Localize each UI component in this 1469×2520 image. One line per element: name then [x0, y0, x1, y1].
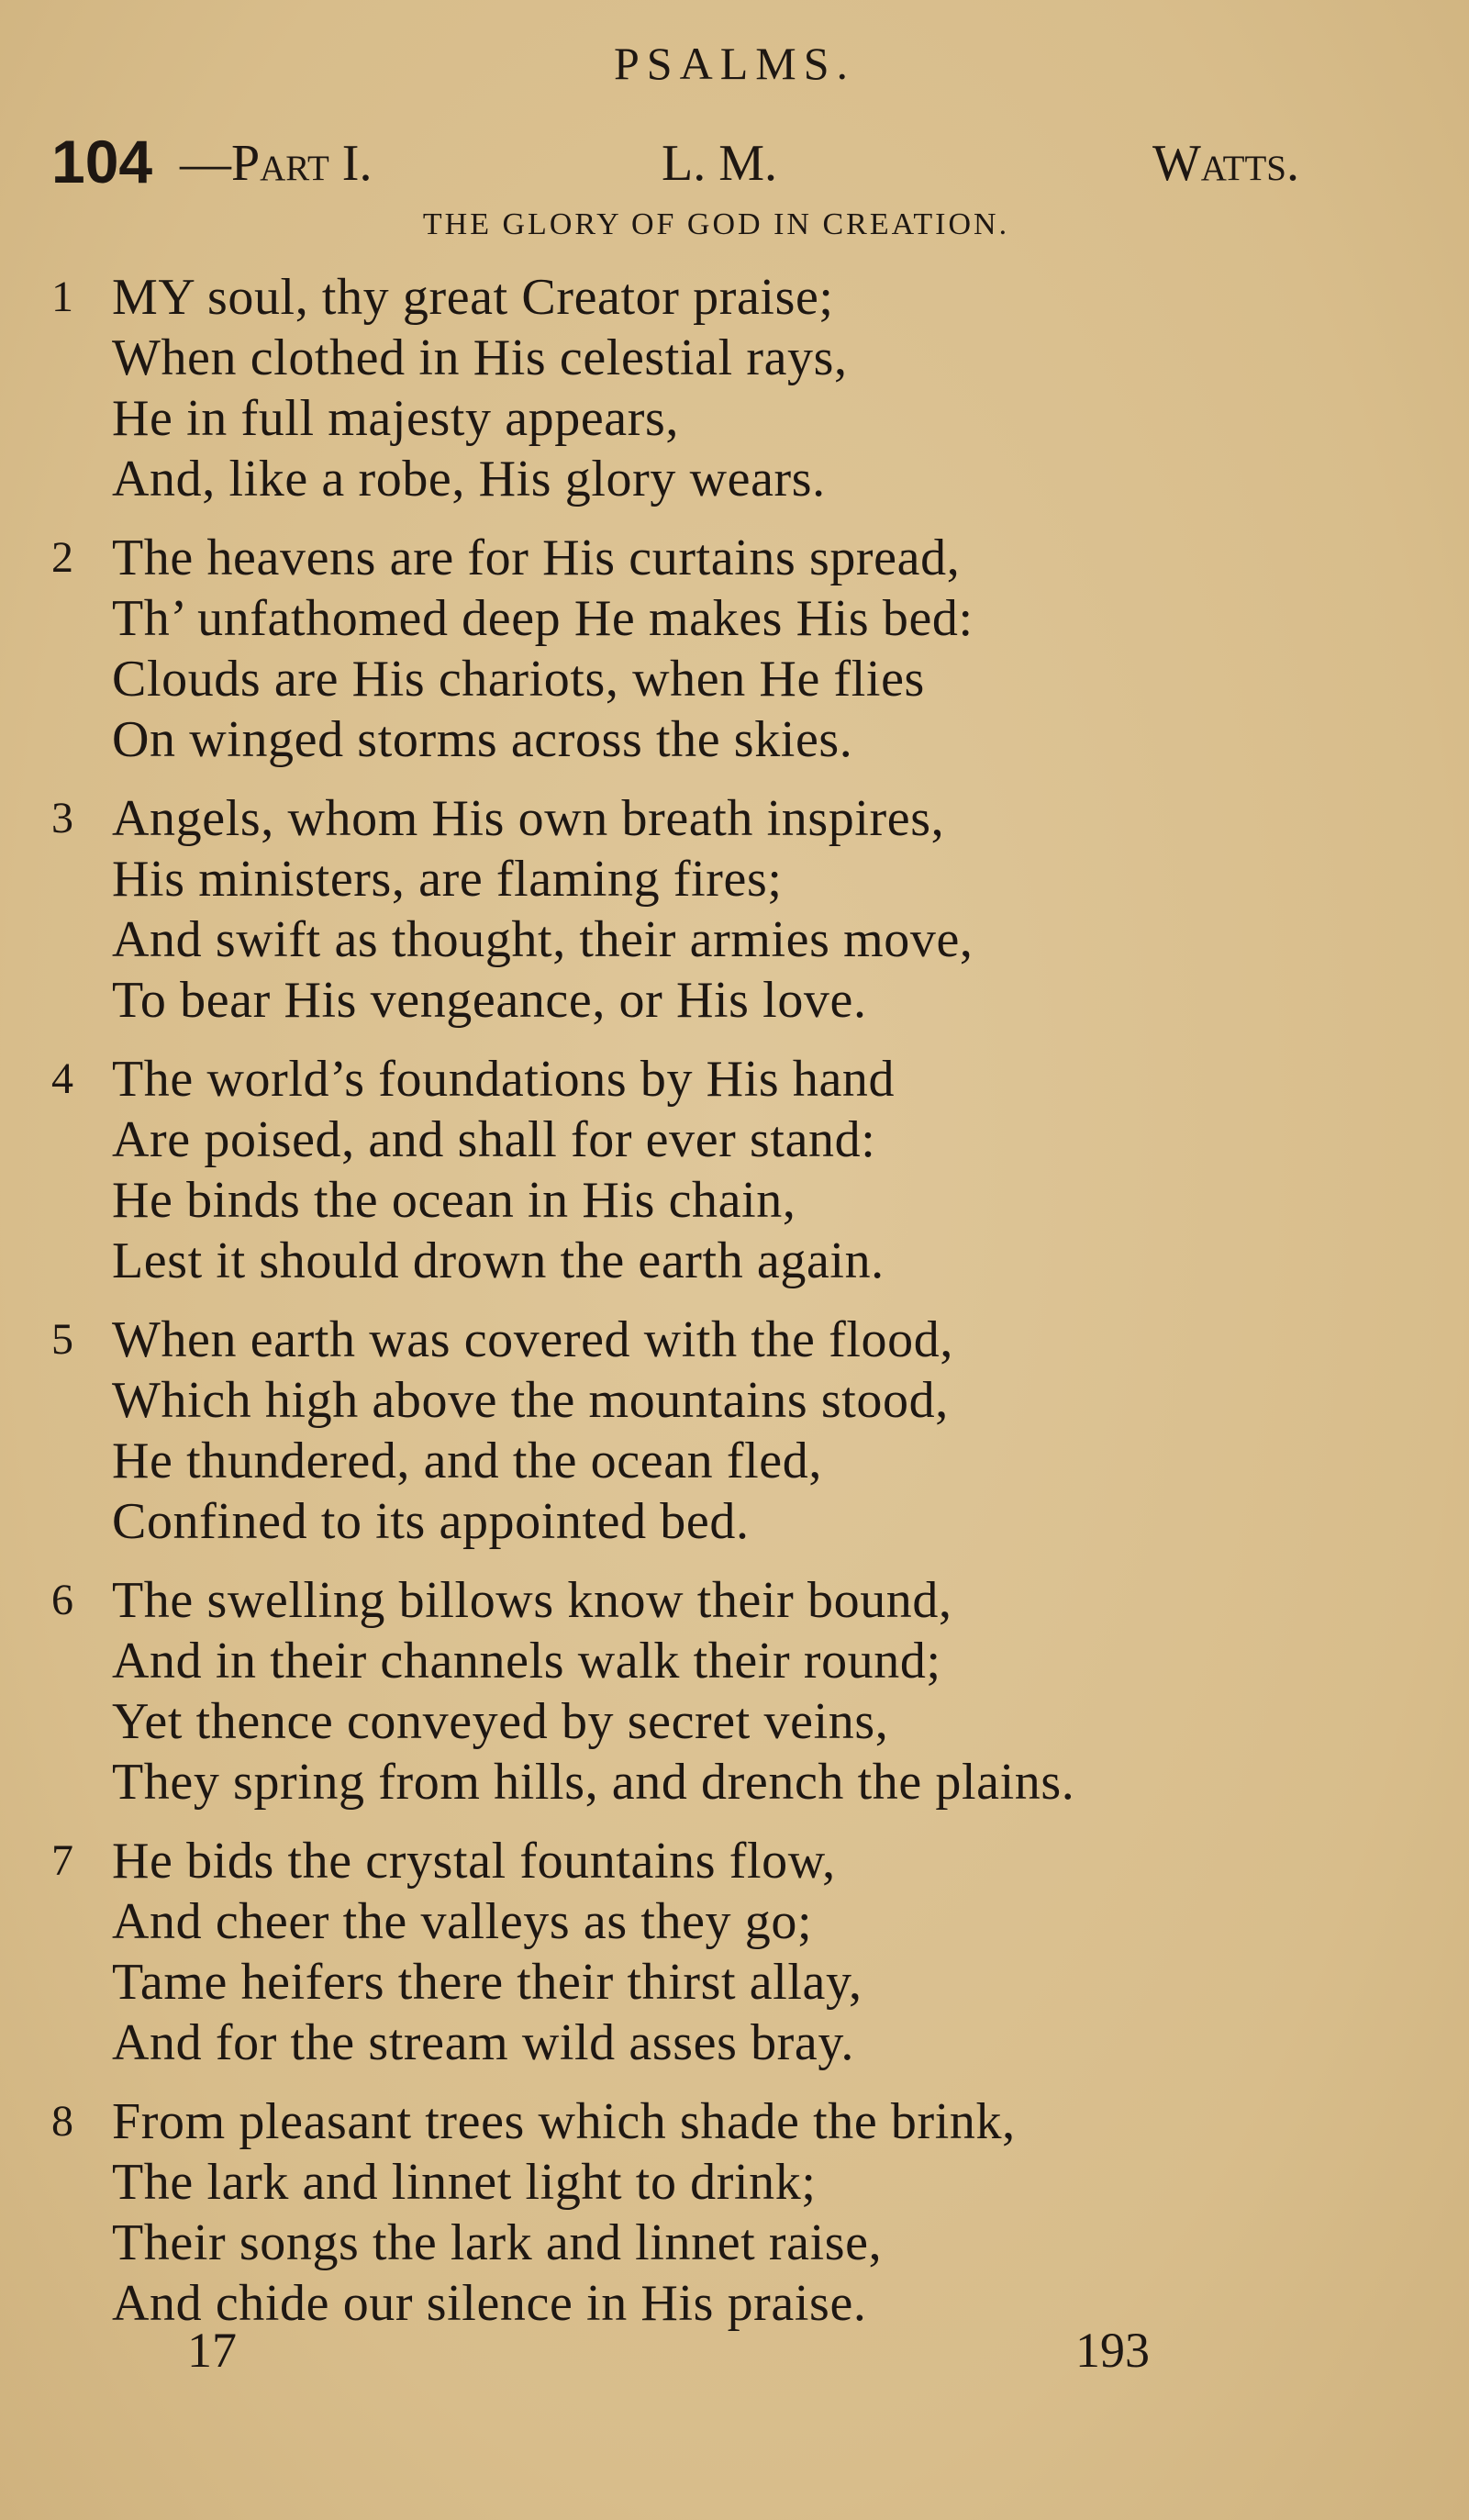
- verse-line: From pleasant trees which shade the brink,: [112, 2093, 1016, 2150]
- verse-line: The lark and linnet light to drink;: [112, 2154, 817, 2211]
- stanza: [51, 1831, 1272, 2091]
- signature-mark: 17: [187, 2323, 237, 2378]
- verse-line: Confined to its appointed bed.: [112, 1493, 750, 1550]
- verse-line: And in their channels walk their round;: [112, 1633, 941, 1689]
- verse-line: And chide our silence in His praise.: [112, 2275, 867, 2332]
- verse-line: Clouds are His chariots, when He flies: [112, 651, 925, 708]
- verse-line: He binds the ocean in His chain,: [112, 1172, 796, 1229]
- verse-line: His ministers, are flaming fires;: [112, 851, 783, 908]
- stanza-number: 6: [51, 1576, 73, 1624]
- stanza-number: 2: [51, 533, 73, 582]
- verse-line: They spring from hills, and drench the plains.: [112, 1754, 1075, 1811]
- verse-line: He bids the crystal fountains flow,: [112, 1833, 836, 1890]
- hymn-header: [51, 127, 1299, 200]
- verse-line: When earth was covered with the flood,: [112, 1311, 953, 1368]
- stanza: [51, 528, 1272, 788]
- stanza-number: 5: [51, 1315, 73, 1364]
- hymn-number: 104: [51, 128, 153, 195]
- verse-line: The swelling billows know their bound,: [112, 1572, 952, 1629]
- verse-line: Tame heifers there their thirst allay,: [112, 1954, 862, 2011]
- stanza-list: [51, 267, 1272, 2352]
- hymn-title: THE GLORY OF GOD IN CREATION.: [422, 207, 1010, 241]
- verse-line: The world’s foundations by His hand: [112, 1051, 896, 1108]
- verse-line: To bear His vengeance, or His love.: [112, 972, 867, 1029]
- hymn-author: Watts.: [1152, 135, 1299, 192]
- stanza: [51, 2091, 1272, 2352]
- verse-line: And for the stream wild asses bray.: [112, 2014, 854, 2071]
- stanza: [51, 788, 1272, 1049]
- verse-line: He thundered, and the ocean fled,: [112, 1433, 822, 1489]
- hymn-meter: L. M.: [662, 135, 777, 192]
- stanza-number: 7: [51, 1836, 73, 1885]
- stanza-number: 4: [51, 1054, 73, 1103]
- verse-line: Their songs the lark and linnet raise,: [112, 2214, 883, 2271]
- verse-line: Th’ unfathomed deep He makes His bed:: [112, 590, 974, 647]
- stanza-number: 1: [51, 273, 73, 321]
- verse-line: And swift as thought, their armies move,: [112, 911, 974, 968]
- stanza: [51, 267, 1272, 528]
- verse-line: Are poised, and shall for ever stand:: [112, 1111, 876, 1168]
- running-head: PSALMS.: [613, 38, 856, 89]
- verse-line: Lest it should drown the earth again.: [112, 1232, 885, 1289]
- verse-line: Angels, whom His own breath inspires,: [112, 790, 945, 847]
- stanza: [51, 1310, 1272, 1570]
- stanza: [51, 1570, 1272, 1831]
- verse-line: On winged storms across the skies.: [112, 711, 853, 768]
- verse-line: MY soul, thy great Creator praise;: [112, 269, 834, 326]
- verse-line: And, like a robe, His glory wears.: [112, 451, 826, 507]
- page-number: 193: [1075, 2323, 1150, 2378]
- verse-line: Which high above the mountains stood,: [112, 1372, 949, 1429]
- stanza-number: 3: [51, 794, 73, 842]
- stanza: [51, 1049, 1272, 1310]
- verse-line: When clothed in His celestial rays,: [112, 329, 848, 386]
- hymn-part: —Part I.: [180, 135, 373, 192]
- verse-line: The heavens are for His curtains spread,: [112, 530, 961, 586]
- stanza-number: 8: [51, 2097, 73, 2146]
- verse-line: And cheer the valleys as they go;: [112, 1893, 813, 1950]
- verse-line: He in full majesty appears,: [112, 390, 680, 447]
- verse-line: Yet thence conveyed by secret veins,: [112, 1693, 889, 1750]
